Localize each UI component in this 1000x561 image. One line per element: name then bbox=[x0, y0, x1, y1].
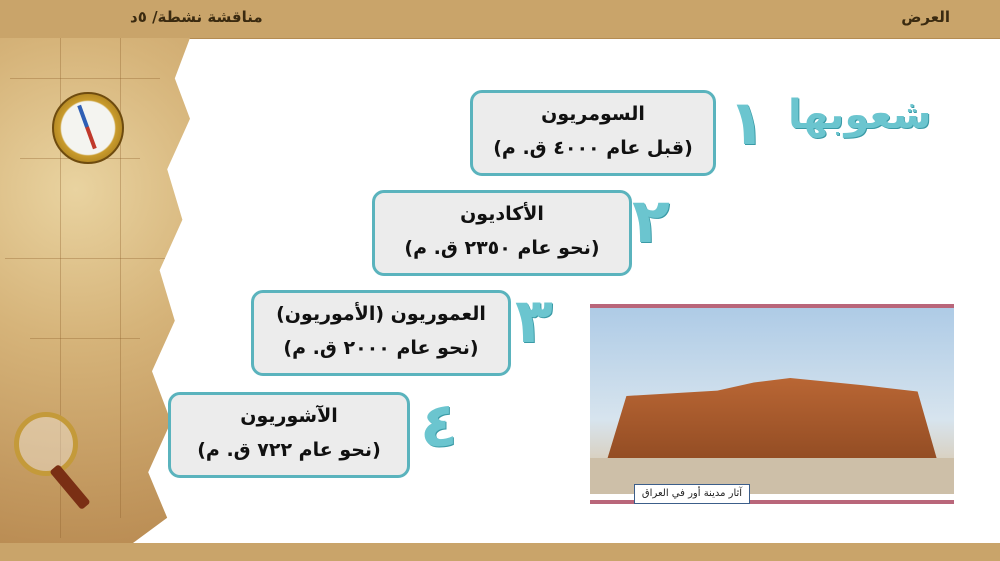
people-date-1: (قبل عام ٤٠٠٠ ق. م) bbox=[493, 137, 693, 159]
people-number-3: ٣ bbox=[515, 284, 553, 357]
people-number-2: ٢ bbox=[632, 184, 670, 257]
people-name-3: العموريون (الأموريون) bbox=[276, 303, 486, 325]
people-date-3: (نحو عام ٢٠٠٠ ق. م) bbox=[283, 337, 479, 359]
people-date-2: (نحو عام ٢٣٥٠ ق. م) bbox=[404, 237, 600, 259]
people-box-3 bbox=[251, 290, 511, 376]
ziggurat-shape bbox=[590, 378, 954, 468]
magnifier-icon bbox=[14, 412, 78, 476]
people-box-2 bbox=[372, 190, 632, 276]
slide-heading: شعوبها bbox=[788, 92, 932, 138]
compass-icon bbox=[52, 92, 124, 164]
photo-caption: آثار مدينة أور في العراق bbox=[634, 484, 750, 504]
people-number-1: ١ bbox=[728, 86, 766, 159]
activity-title: مناقشة نشطة/ ٥د bbox=[130, 8, 263, 26]
section-title: العرض bbox=[901, 8, 950, 26]
people-date-4: (نحو عام ٧٢٢ ق. م) bbox=[197, 439, 381, 461]
people-name-4: الآشوريون bbox=[240, 405, 338, 427]
people-name-2: الأكاديون bbox=[460, 203, 544, 225]
ur-ziggurat-photo bbox=[590, 308, 954, 494]
bottom-bar bbox=[0, 543, 1000, 561]
people-number-4: ٤ bbox=[420, 388, 458, 461]
top-bar bbox=[0, 0, 1000, 39]
people-name-1: السومريون bbox=[541, 103, 645, 125]
people-box-1 bbox=[470, 90, 716, 176]
people-box-4 bbox=[168, 392, 410, 478]
